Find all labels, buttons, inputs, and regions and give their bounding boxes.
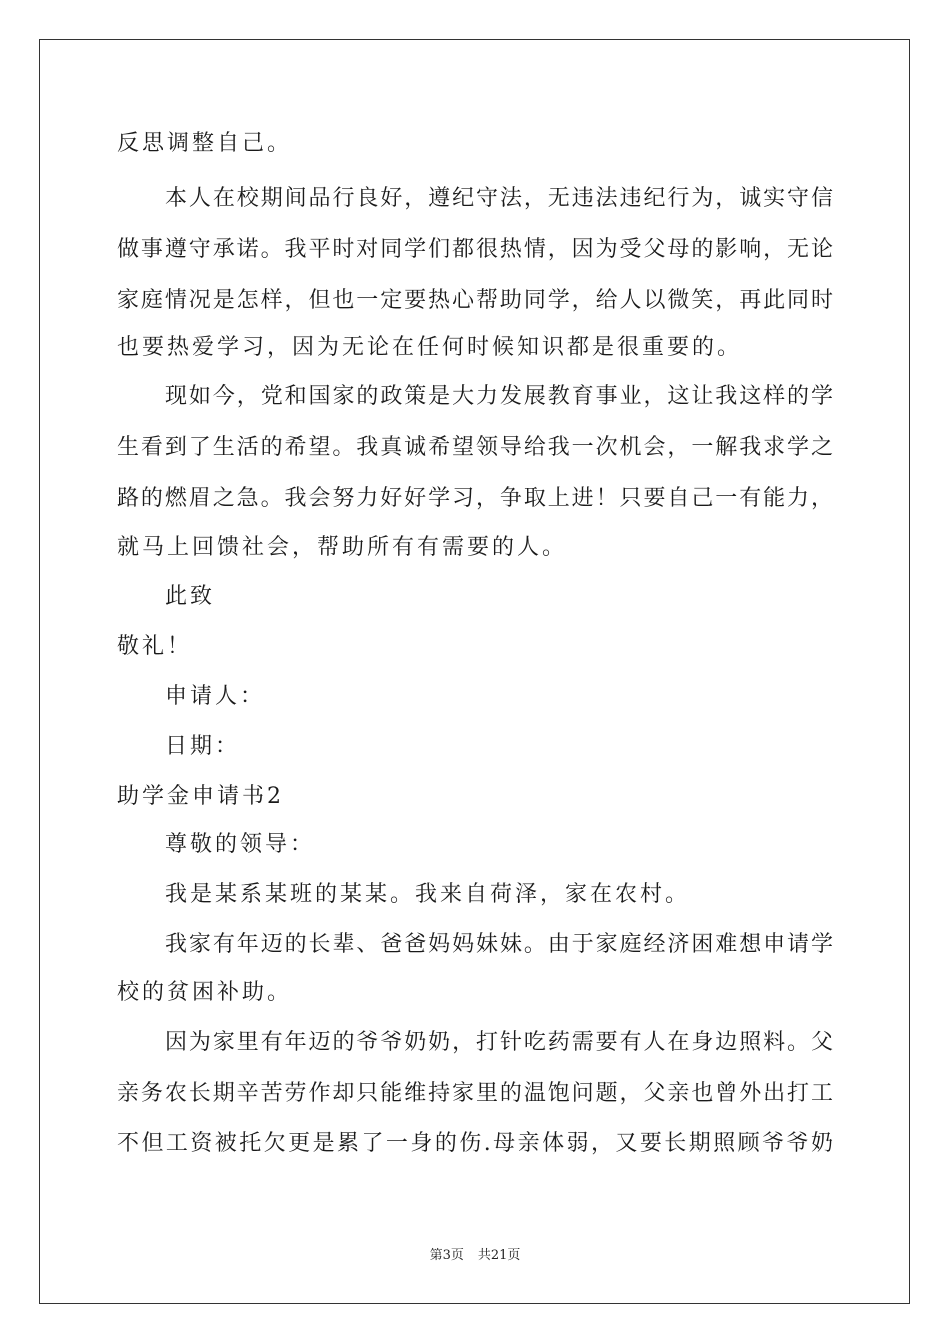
text-line: 也要热爱学习，因为无论在任何时候知识都是很重要的。 [117,335,743,360]
applicant-label: 申请人： [165,684,266,709]
text-line: 因为家里有年迈的爷爷奶奶，打针吃药需要有人在身边照料。父 [165,1030,833,1055]
text-line: 路的燃眉之急。我会努力好好学习，争取上进！只要自己一有能力， [117,486,833,511]
text-line: 不但工资被托欠更是累了一身的伤.母亲体弱，又要长期照顾爷爷奶 [117,1131,833,1156]
text-line: 我是某系某班的某某。我来自荷泽，家在农村。 [165,882,691,907]
closing-phrase: 此致 [165,584,216,609]
section-title: 助学金申请书2 [117,784,284,809]
text-line: 家庭情况是怎样，但也一定要热心帮助同学，给人以微笑，再此同时 [117,288,833,313]
page-total: 共21页 [477,1248,521,1263]
date-label: 日期： [165,734,241,759]
text-line: 本人在校期间品行良好，遵纪守法，无违法违纪行为，诚实守信 [165,186,833,211]
text-line: 做事遵守承诺。我平时对同学们都很热情，因为受父母的影响，无论 [117,237,833,262]
text-line: 生看到了生活的希望。我真诚希望领导给我一次机会，一解我求学之 [117,435,833,460]
text-line: 反思调整自己。 [117,131,293,156]
text-line: 就马上回馈社会，帮助所有有需要的人。 [117,535,568,560]
text-line: 现如今，党和国家的政策是大力发展教育事业，这让我这样的学 [165,384,833,409]
page-footer [0,1248,950,1264]
page-border [39,39,910,1304]
salutation: 敬礼！ [117,634,193,659]
greeting: 尊敬的领导： [165,832,316,857]
text-line: 我家有年迈的长辈、爸爸妈妈妹妹。由于家庭经济困难想申请学 [165,932,833,957]
page-number: 第3页 [429,1248,464,1263]
text-line: 校的贫困补助。 [117,980,293,1005]
text-line: 亲务农长期辛苦劳作却只能维持家里的温饱问题，父亲也曾外出打工 [117,1081,833,1106]
